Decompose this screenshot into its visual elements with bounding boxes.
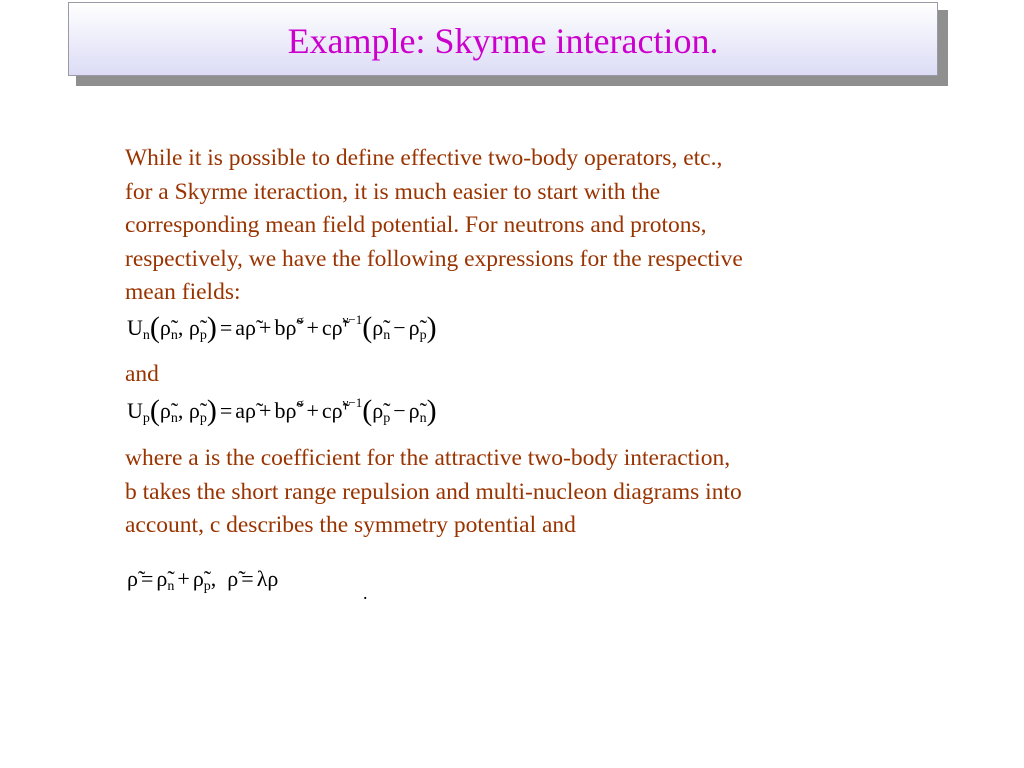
neutron-mean-field-equation: $U_n(\rhõ_n$, $\rhõ_p$) = aρ̃ + bρ̃$^\sigma$ + $c\rhõ^{\gamma-1}(\rhõ_n$ − $\rhõ_p$) [127,311,437,344]
proton-mean-field-equation: $U_p(\rhõ_n$, $\rhõ_p$) = aρ̃ + bρ̃$^\sigma$ + $c\rhõ^{\gamma-1}(\rhõ_p$ − $\rhõ_n$) [127,394,437,427]
title-box [68,2,938,76]
and-label: and [125,361,159,387]
density-definition-equation: ρ̃ = $\rhõ_n$ + $\rhõ_p$, ρ̃ = λρ [127,566,279,594]
intro-paragraph: While it is possible to define effective two-body operators, etc., for a Skyrme iteraction, it is much easier to start with the corresponding mean field potential. For neutrons and protons, respectively, we have the following expressions for the respective mean fields: [125,145,743,305]
equation-period: . [363,583,368,603]
coefficients-paragraph: where a is the coefficient for the attractive two-body interaction, b takes the short range repulsion and multi-nucleon diagrams into account, c describes the symmetry potential and [125,445,742,538]
slide-title: Example: Skyrme interaction. [287,21,719,61]
